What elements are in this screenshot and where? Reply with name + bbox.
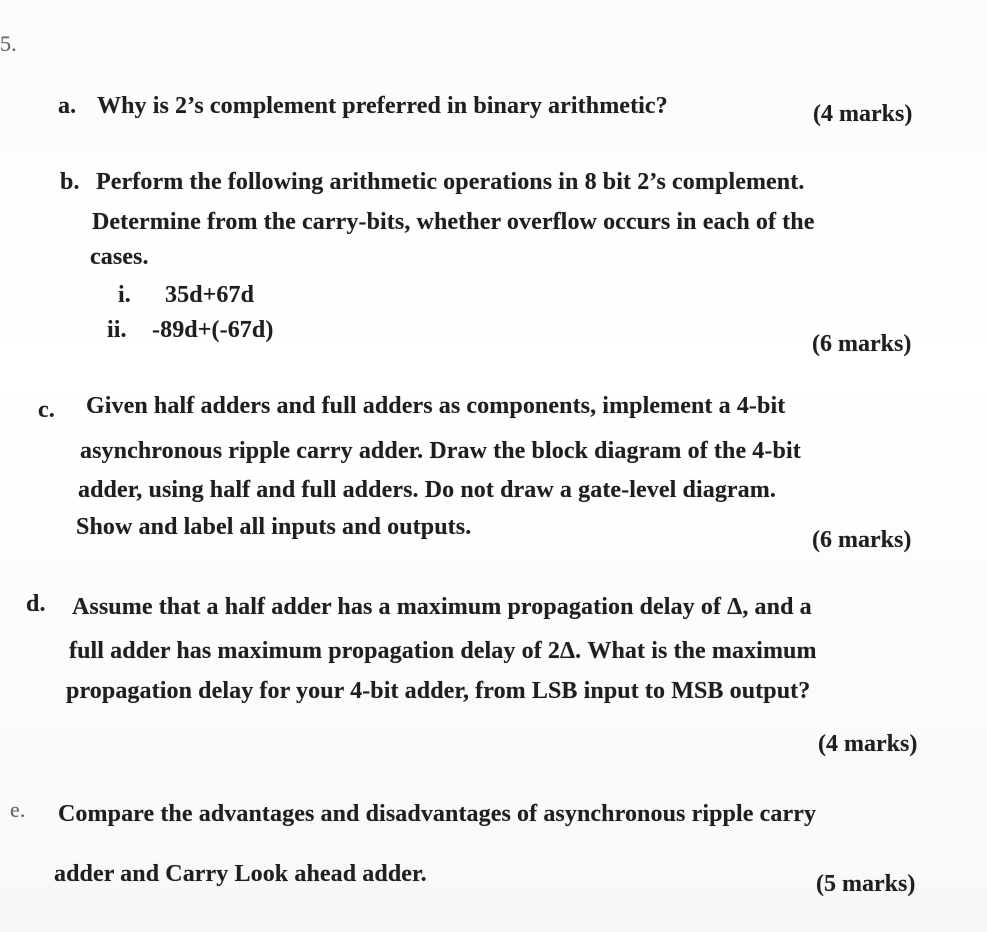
part-b-item-2-text: -89d+(-67d) xyxy=(152,317,274,343)
part-e-marks: (5 marks) xyxy=(816,871,916,897)
question-number: 5. xyxy=(0,31,17,56)
part-b-line1: Perform the following arithmetic operations in 8 bit 2’s complement. xyxy=(96,169,805,195)
part-c-line4: Show and label all inputs and outputs. xyxy=(76,514,472,540)
part-e-line1: Compare the advantages and disadvantages of asynchronous ripple carry xyxy=(58,801,817,827)
part-d-line2: full adder has maximum propagation delay of 2Δ. What is the maximum xyxy=(69,638,817,664)
part-b-line3: cases. xyxy=(90,244,149,270)
part-c-label: c. xyxy=(38,397,55,423)
part-d-line3: propagation delay for your 4-bit adder, from LSB input to MSB output? xyxy=(66,678,811,704)
part-d-line1: Assume that a half adder has a maximum propagation delay of Δ, and a xyxy=(72,594,812,620)
part-a-label: a. xyxy=(58,93,77,119)
part-b-item-1-label: i. xyxy=(118,282,131,308)
part-e-label: e. xyxy=(10,797,26,822)
part-b-marks: (6 marks) xyxy=(812,331,912,357)
part-c-line3: adder, using half and full adders. Do not draw a gate-level diagram. xyxy=(78,477,776,503)
part-b-label: b. xyxy=(60,169,80,195)
part-d-label: d. xyxy=(26,591,46,617)
part-c-marks: (6 marks) xyxy=(812,527,912,553)
part-b-line2: Determine from the carry-bits, whether overflow occurs in each of the xyxy=(92,209,815,235)
part-a-text: Why is 2’s complement preferred in binary arithmetic? xyxy=(97,93,668,119)
part-b-item-1-text: 35d+67d xyxy=(165,282,255,308)
part-d-marks: (4 marks) xyxy=(818,731,918,757)
part-b-item-2-label: ii. xyxy=(107,317,127,343)
part-c-line2: asynchronous ripple carry adder. Draw the block diagram of the 4-bit xyxy=(80,438,801,464)
part-e-line2: adder and Carry Look ahead adder. xyxy=(54,861,427,887)
part-a-marks: (4 marks) xyxy=(813,101,913,127)
part-c-line1: Given half adders and full adders as components, implement a 4-bit xyxy=(86,393,786,419)
